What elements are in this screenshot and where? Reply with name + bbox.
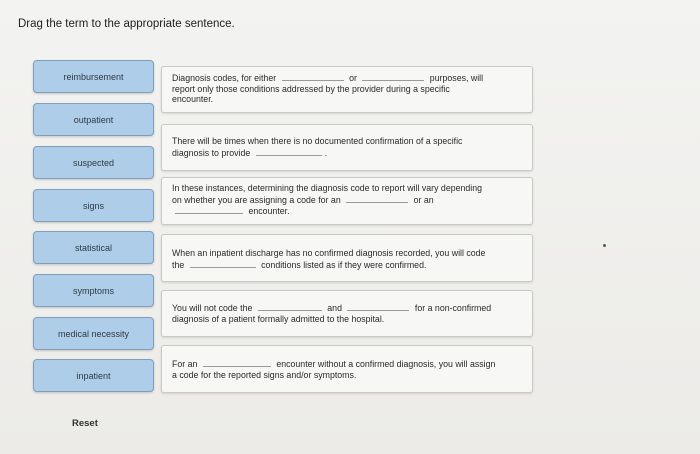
sentence-4 — [161, 234, 533, 282]
sentence-6-text-b: encounter without a confirmed diagnosis, you will assign — [276, 359, 496, 369]
drop-zone-6[interactable] — [203, 358, 271, 367]
sentence-1-text-line2: report only those conditions addressed by the provider during a specific — [172, 83, 450, 94]
instruction-text: Drag the term to the appropriate sentence. — [18, 18, 235, 30]
sentence-5-text-line2: diagnosis of a patient formally admitted to the hospital. — [172, 313, 385, 324]
sentence-6 — [161, 345, 533, 393]
term-reimbursement[interactable]: reimbursement — [33, 60, 154, 93]
sentence-2 — [161, 124, 533, 171]
sentence-5-text-a: You will not code the — [172, 303, 253, 313]
sentence-6-text-line2: a code for the reported signs and/or symptoms. — [172, 369, 357, 380]
drop-zone-3b[interactable] — [175, 205, 243, 214]
term-symptoms[interactable]: symptoms — [33, 274, 154, 307]
term-statistical[interactable]: statistical — [33, 231, 154, 264]
sentence-3-text-a: on whether you are assigning a code for an — [172, 194, 341, 205]
drop-zone-5a[interactable] — [258, 302, 322, 311]
sentence-1-text-c: purposes, will — [429, 73, 484, 83]
sentence-1-text-b: or — [349, 73, 357, 83]
sentence-6-text-a: For an — [172, 359, 198, 369]
sentence-3-text-b: or an — [413, 194, 434, 205]
sentence-5-text-c: for a non-confirmed — [414, 303, 492, 313]
sentence-4-text-a: the — [172, 259, 185, 270]
sentence-2-text-b: . — [324, 147, 328, 158]
sentence-1-text-line3: encounter. — [172, 94, 214, 104]
sentence-5-text-b: and — [327, 303, 342, 313]
drop-zone-3a[interactable] — [346, 194, 408, 203]
drop-zone-1b[interactable] — [362, 72, 424, 81]
drop-zone-2[interactable] — [256, 147, 322, 156]
stray-dot — [603, 244, 606, 247]
sentence-3 — [161, 177, 533, 225]
sentence-3-text-line1: In these instances, determining the diagnosis code to report will vary depending — [172, 183, 483, 193]
term-medical-necessity[interactable]: medical necessity — [33, 317, 154, 350]
term-inpatient[interactable]: inpatient — [33, 359, 154, 392]
term-outpatient[interactable]: outpatient — [33, 103, 154, 136]
sentence-2-text-a: diagnosis to provide — [172, 147, 251, 158]
drop-zone-1a[interactable] — [282, 72, 344, 81]
term-signs[interactable]: signs — [33, 189, 154, 222]
sentence-1 — [161, 66, 533, 113]
term-suspected[interactable]: suspected — [33, 146, 154, 179]
sentence-3-text-c: encounter. — [248, 206, 290, 216]
drop-zone-4[interactable] — [190, 259, 256, 268]
reset-button[interactable]: Reset — [72, 418, 98, 429]
sentence-1-text-a: Diagnosis codes, for either — [172, 73, 277, 83]
sentence-4-text-line1: When an inpatient discharge has no confirmed diagnosis recorded, you will code — [172, 248, 486, 258]
drop-zone-5b[interactable] — [347, 302, 409, 311]
sentence-4-text-b: conditions listed as if they were confirmed. — [261, 259, 427, 270]
sentence-2-text-line1: There will be times when there is no documented confirmation of a specific — [172, 136, 463, 146]
sentence-5 — [161, 290, 533, 337]
